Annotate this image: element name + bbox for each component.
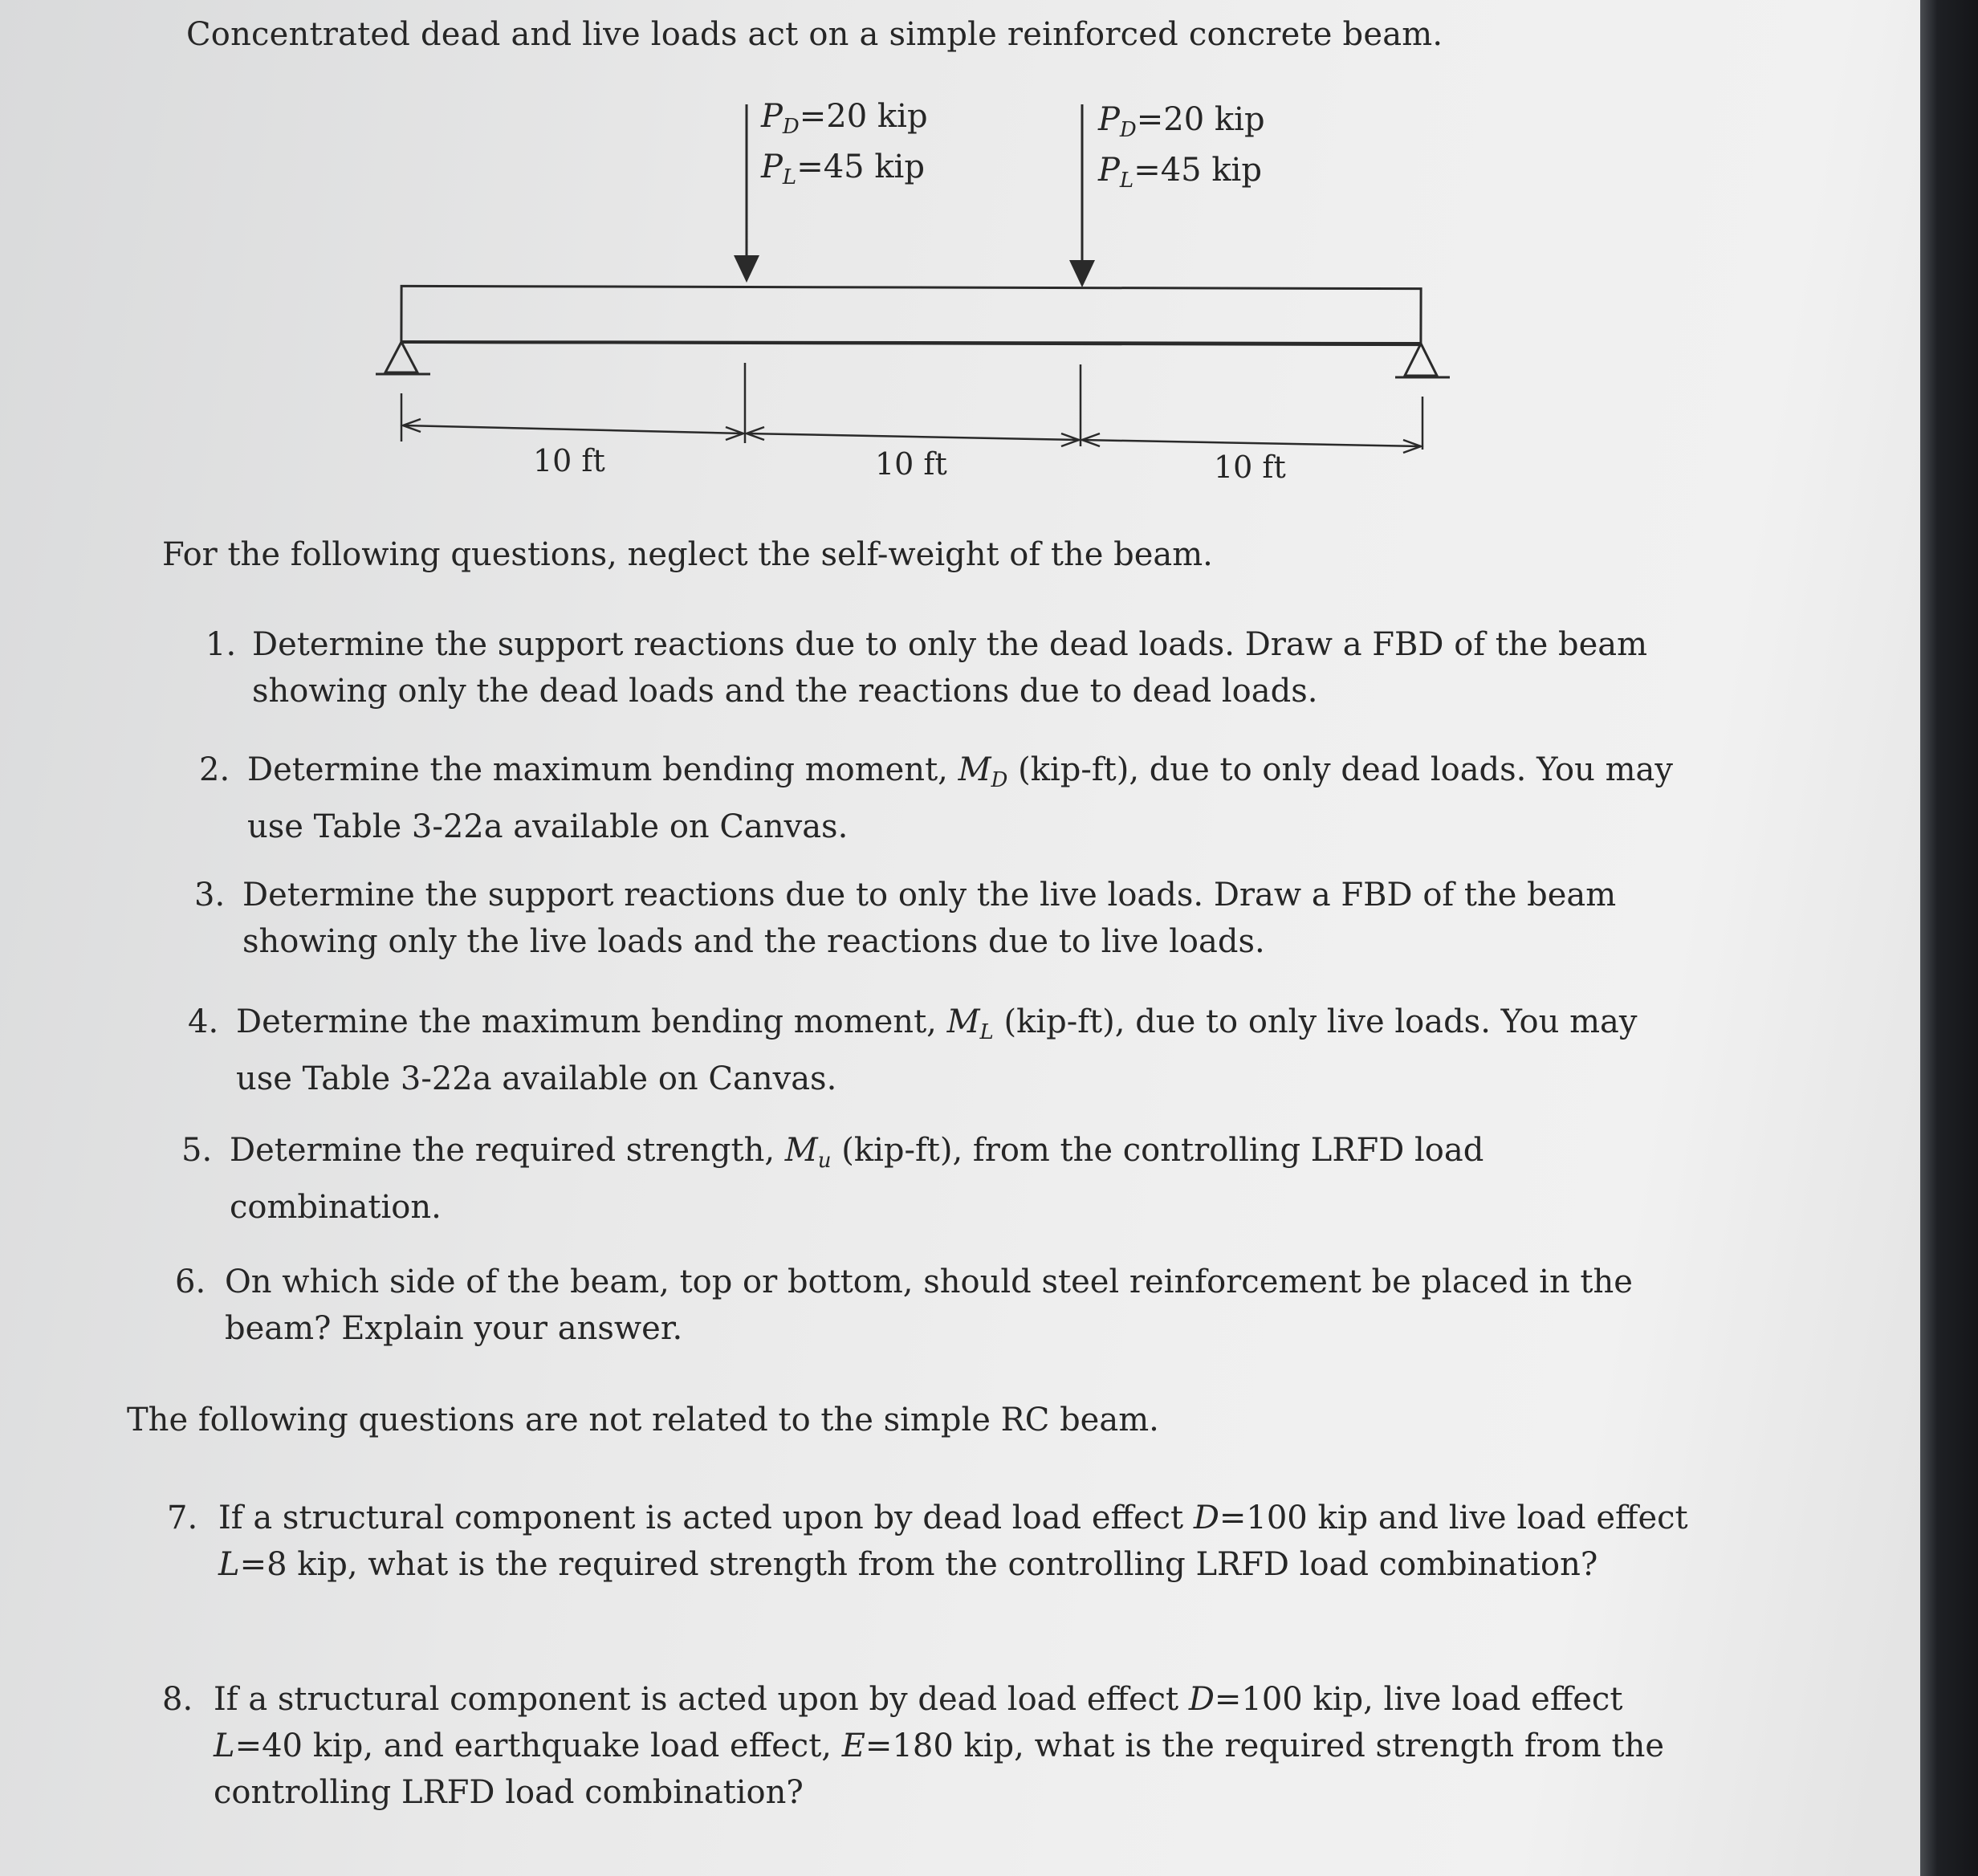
right-dead-load: $P_D=20$ kip bbox=[1098, 101, 1265, 142]
beam bbox=[401, 286, 1421, 344]
left-dead-load: $P_D=20$ kip bbox=[761, 98, 928, 139]
left-load-arrow bbox=[734, 104, 759, 283]
question-5: 5. Determine the required strength, $M_u$ (kip-ft), from the controlling LRFD load combination. bbox=[181, 1132, 1484, 1226]
neglect-note: For the following questions, neglect the self-weight of the beam. bbox=[162, 536, 1213, 573]
dimension-lines bbox=[401, 363, 1422, 453]
question-1: 1. Determine the support reactions due to only the dead loads. Draw a FBD of the beam showing only the dead loads and the reactions due to dead loads. bbox=[206, 626, 1648, 710]
right-load-label bbox=[1098, 100, 1265, 201]
question-8: 8. If a structural component is acted upon by dead load effect D=100 kip, live load effect L=40 kip, and earthquake load effect, E=180 kip, what is the required strength from the controlling LRFD load combination? bbox=[162, 1681, 1664, 1811]
right-live-load: $P_L=45$ kip bbox=[1098, 152, 1262, 193]
dimension-label-2: 10 ft bbox=[875, 446, 947, 482]
left-pin-support bbox=[376, 342, 430, 374]
right-load-arrow bbox=[1069, 104, 1095, 287]
left-live-load: $P_L=45$ kip bbox=[761, 149, 925, 189]
question-2: 2. Determine the maximum bending moment, $M_D$ (kip-ft), due to only dead loads. You may use Table 3-22a available on Canvas. bbox=[199, 751, 1673, 845]
unrelated-note: The following questions are not related to the simple RC beam. bbox=[127, 1402, 1159, 1439]
question-3: 3. Determine the support reactions due to only the live loads. Draw a FBD of the beam showing only the live loads and the reactions due to live loads. bbox=[194, 877, 1617, 960]
dimension-label-3: 10 ft bbox=[1214, 450, 1286, 485]
left-load-label bbox=[761, 96, 928, 197]
intro-text: Concentrated dead and live loads act on a simple reinforced concrete beam. bbox=[186, 16, 1443, 53]
question-4: 4. Determine the maximum bending moment, $M_L$ (kip-ft), due to only live loads. You may use Table 3-22a available on Canvas. bbox=[188, 1003, 1638, 1097]
right-roller-support bbox=[1395, 344, 1450, 377]
question-7: 7. If a structural component is acted upon by dead load effect D=100 kip and live load effect L=8 kip, what is the required strength from the controlling LRFD load combination? bbox=[167, 1500, 1688, 1583]
question-6: 6. On which side of the beam, top or bottom, should steel reinforcement be placed in the beam? Explain your answer. bbox=[175, 1264, 1633, 1347]
dimension-label-1: 10 ft bbox=[533, 443, 605, 478]
beam-figure bbox=[321, 96, 1493, 506]
monitor-bezel bbox=[1920, 0, 1978, 1876]
